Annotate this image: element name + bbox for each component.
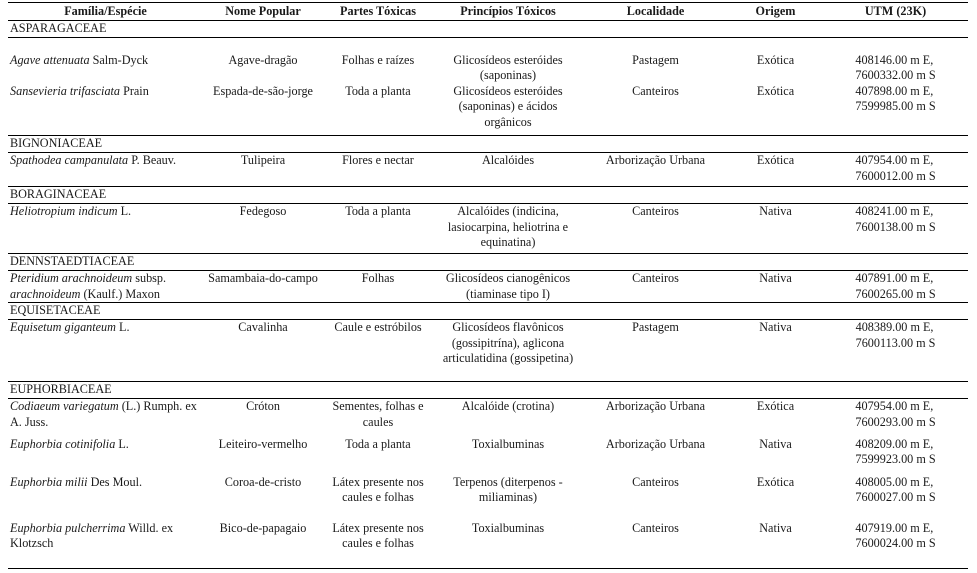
popular-name: Agave-dragão [228,52,298,67]
utm-easting: 408209.00 m E, [855,436,934,451]
species-binomial: Equisetum giganteum [10,320,116,334]
utm-northing: 7600265.00 m S [855,286,936,301]
origin: Exótica [756,83,795,98]
species-row [8,204,968,254]
utm-coordinates [823,399,968,437]
locality: Canteiros [632,474,679,489]
toxic-parts: Toda a planta [345,83,411,98]
toxic-plants-table [8,2,968,569]
utm-northing: 7600113.00 m S [855,335,936,350]
header-family-species: Família/Espécie [8,3,203,21]
popular-name: Leiteiro-vermelho [218,436,308,451]
origin: Exótica [756,474,795,489]
species-binomial: Codiaeum variegatum [10,399,119,413]
utm-block [855,204,935,235]
utm-block [855,153,935,184]
toxic-principles: Alcalóides [481,153,535,167]
species-row [8,437,968,475]
species-row [8,271,968,303]
toxic-principles: Glicosídeos esteróides (saponinas) e ácidos orgânicos [453,83,563,129]
origin: Nativa [759,271,792,285]
family-row [8,136,968,153]
family-name: BORAGINACEAE [8,187,968,204]
utm-easting: 407954.00 m E, [855,399,934,413]
utm-northing: 7599985.00 m S [855,99,936,113]
utm-easting: 408389.00 m E, [855,320,934,334]
utm-coordinates [823,204,968,254]
species-row [8,153,968,187]
utm-northing: 7599923.00 m S [855,452,936,466]
utm-coordinates [823,153,968,187]
popular-name: Espada-de-são-jorge [213,83,313,98]
toxic-parts: Toda a planta [345,436,411,451]
locality: Canteiros [632,204,679,218]
utm-block [855,475,935,506]
family-row [8,382,968,399]
header-popular-name: Nome Popular [203,3,323,21]
utm-coordinates [823,521,968,569]
family-name: DENNSTAEDTIACEAE [8,254,968,271]
origin: Nativa [759,204,792,218]
popular-name: Samambaia-do-campo [208,271,318,285]
family-name: ASPARAGACEAE [8,20,968,37]
utm-coordinates [823,320,968,382]
species-binomial: Pteridium arachnoideum [10,271,133,285]
species-row [8,399,968,437]
utm-northing: 7600138.00 m S [855,219,936,234]
species-author: Prain [120,83,149,98]
utm-block [855,399,935,430]
toxic-principles: Glicosídeos esteróides (saponinas) [453,52,563,82]
utm-coordinates [823,475,968,521]
family-row [8,254,968,271]
utm-easting: 407954.00 m E, [855,153,934,167]
species-row [8,320,968,382]
species-name [8,320,203,382]
locality: Arborização Urbana [605,153,706,167]
toxic-principles: Glicosídeos flavônicos (gossipitrína), aglicona articulatidina (gossipetina) [442,320,574,365]
utm-northing: 7600332.00 m S [855,68,936,82]
species-name [8,399,203,437]
header-toxic-parts: Partes Tóxicas [323,3,433,21]
species-name [8,437,203,475]
locality: Pastagem [632,52,679,67]
utm-easting: 408146.00 m E, [855,52,934,67]
locality: Canteiros [632,271,679,285]
toxic-parts: Caule e estróbilos [334,320,422,334]
utm-coordinates [823,84,968,136]
utm-easting: 407919.00 m E, [855,520,934,535]
toxic-principles: Alcalóide (crotina) [461,399,555,413]
utm-easting: 408005.00 m E, [855,474,934,489]
popular-name: Cróton [246,399,280,413]
locality: Arborização Urbana [605,399,706,413]
toxic-parts: Flores e nectar [342,153,414,167]
family-name: EQUISETACEAE [8,303,968,320]
species-binomial: Euphorbia cotinifolia [10,436,116,451]
table-body [8,20,968,569]
species-row [8,475,968,521]
toxic-principles: Toxialbuminas [433,521,583,569]
utm-block [855,84,935,115]
species-name [8,521,203,569]
utm-northing: 7600024.00 m S [855,536,936,550]
utm-block [856,320,936,351]
header-utm: UTM (23K) [823,3,968,21]
species-infraspecific: arachnoideum [10,286,81,301]
popular-name: Fedegoso [239,204,287,218]
toxic-parts: Sementes, folhas e caules [332,399,424,429]
species-row [8,84,968,136]
popular-name: Coroa-de-cristo [224,474,302,489]
utm-coordinates [823,271,968,303]
species-binomial: Sansevieria trifasciata [10,83,121,98]
toxic-principles: Alcalóides (indicina, lasiocarpina, heliotrina e equinatina) [447,204,569,249]
origin: Nativa [759,320,792,334]
origin: Exótica [756,52,795,67]
origin: Nativa [728,521,823,569]
toxic-parts: Látex presente nos caules e folhas [323,521,433,569]
species-author: subsp. [132,271,167,285]
header-row [8,3,968,21]
toxic-parts: Toda a planta [345,204,411,218]
utm-block [855,437,935,468]
species-infraspecific-author: (Kaulf.) Maxon [80,286,160,301]
family-row [8,187,968,204]
header-locality: Localidade [583,3,728,21]
family-row [8,303,968,320]
family-row [8,20,968,37]
toxic-parts: Látex presente nos caules e folhas [332,474,424,504]
species-author: L. [117,204,132,218]
utm-coordinates [823,37,968,84]
family-name: EUPHORBIACEAE [8,382,968,399]
species-name [8,475,203,521]
utm-northing: 7600012.00 m S [855,168,936,183]
utm-block [855,271,935,302]
origin: Exótica [756,153,795,167]
utm-block [855,53,935,84]
utm-northing: 7600027.00 m S [855,490,936,504]
species-author: P. Beauv. [128,153,177,167]
species-binomial: Heliotropium indicum [10,204,118,218]
locality: Arborização Urbana [605,436,706,451]
species-name [8,204,203,254]
header-origin: Origem [728,3,823,21]
locality: Canteiros [583,521,728,569]
species-row [8,521,968,569]
species-name [8,271,203,303]
header-toxic-principles: Princípios Tóxicos [433,3,583,21]
origin: Exótica [756,399,795,413]
toxic-parts: Folhas [361,271,395,285]
utm-easting: 407898.00 m E, [855,83,934,98]
popular-name: Bico-de-papagaio [203,521,323,569]
utm-easting: 408241.00 m E, [855,204,934,218]
toxic-principles: Toxialbuminas [471,436,545,451]
species-author: (L.) Rumph. ex A. Juss. [10,399,197,429]
toxic-principles: Glicosídeos cianogênicos (tiaminase tipo I) [445,271,571,301]
popular-name: Tulipeira [240,153,286,167]
toxic-parts: Folhas e raízes [341,52,415,67]
species-binomial: Spathodea campanulata [10,153,129,167]
family-name: BIGNONIACEAE [8,136,968,153]
species-name [8,84,203,136]
utm-block [855,521,935,552]
toxic-principles: Terpenos (diterpenos - miliaminas) [453,474,563,504]
species-binomial: Euphorbia pulcherrima [10,520,126,535]
origin: Nativa [759,436,792,451]
utm-easting: 407891.00 m E, [855,271,934,285]
species-author: Des Moul. [87,474,143,489]
species-author: Willd. ex Klotzsch [10,520,174,550]
species-author: L. [115,436,129,451]
utm-northing: 7600293.00 m S [855,414,936,429]
species-author: L. [115,320,130,334]
utm-coordinates [823,437,968,475]
species-name [8,153,203,187]
locality: Canteiros [632,83,679,98]
species-row [8,37,968,84]
species-binomial: Agave attenuata [10,52,90,67]
species-binomial: Euphorbia milii [10,474,88,489]
popular-name: Cavalinha [238,320,288,334]
species-name [8,37,203,84]
locality: Pastagem [632,320,679,334]
species-author: Salm-Dyck [89,52,149,67]
